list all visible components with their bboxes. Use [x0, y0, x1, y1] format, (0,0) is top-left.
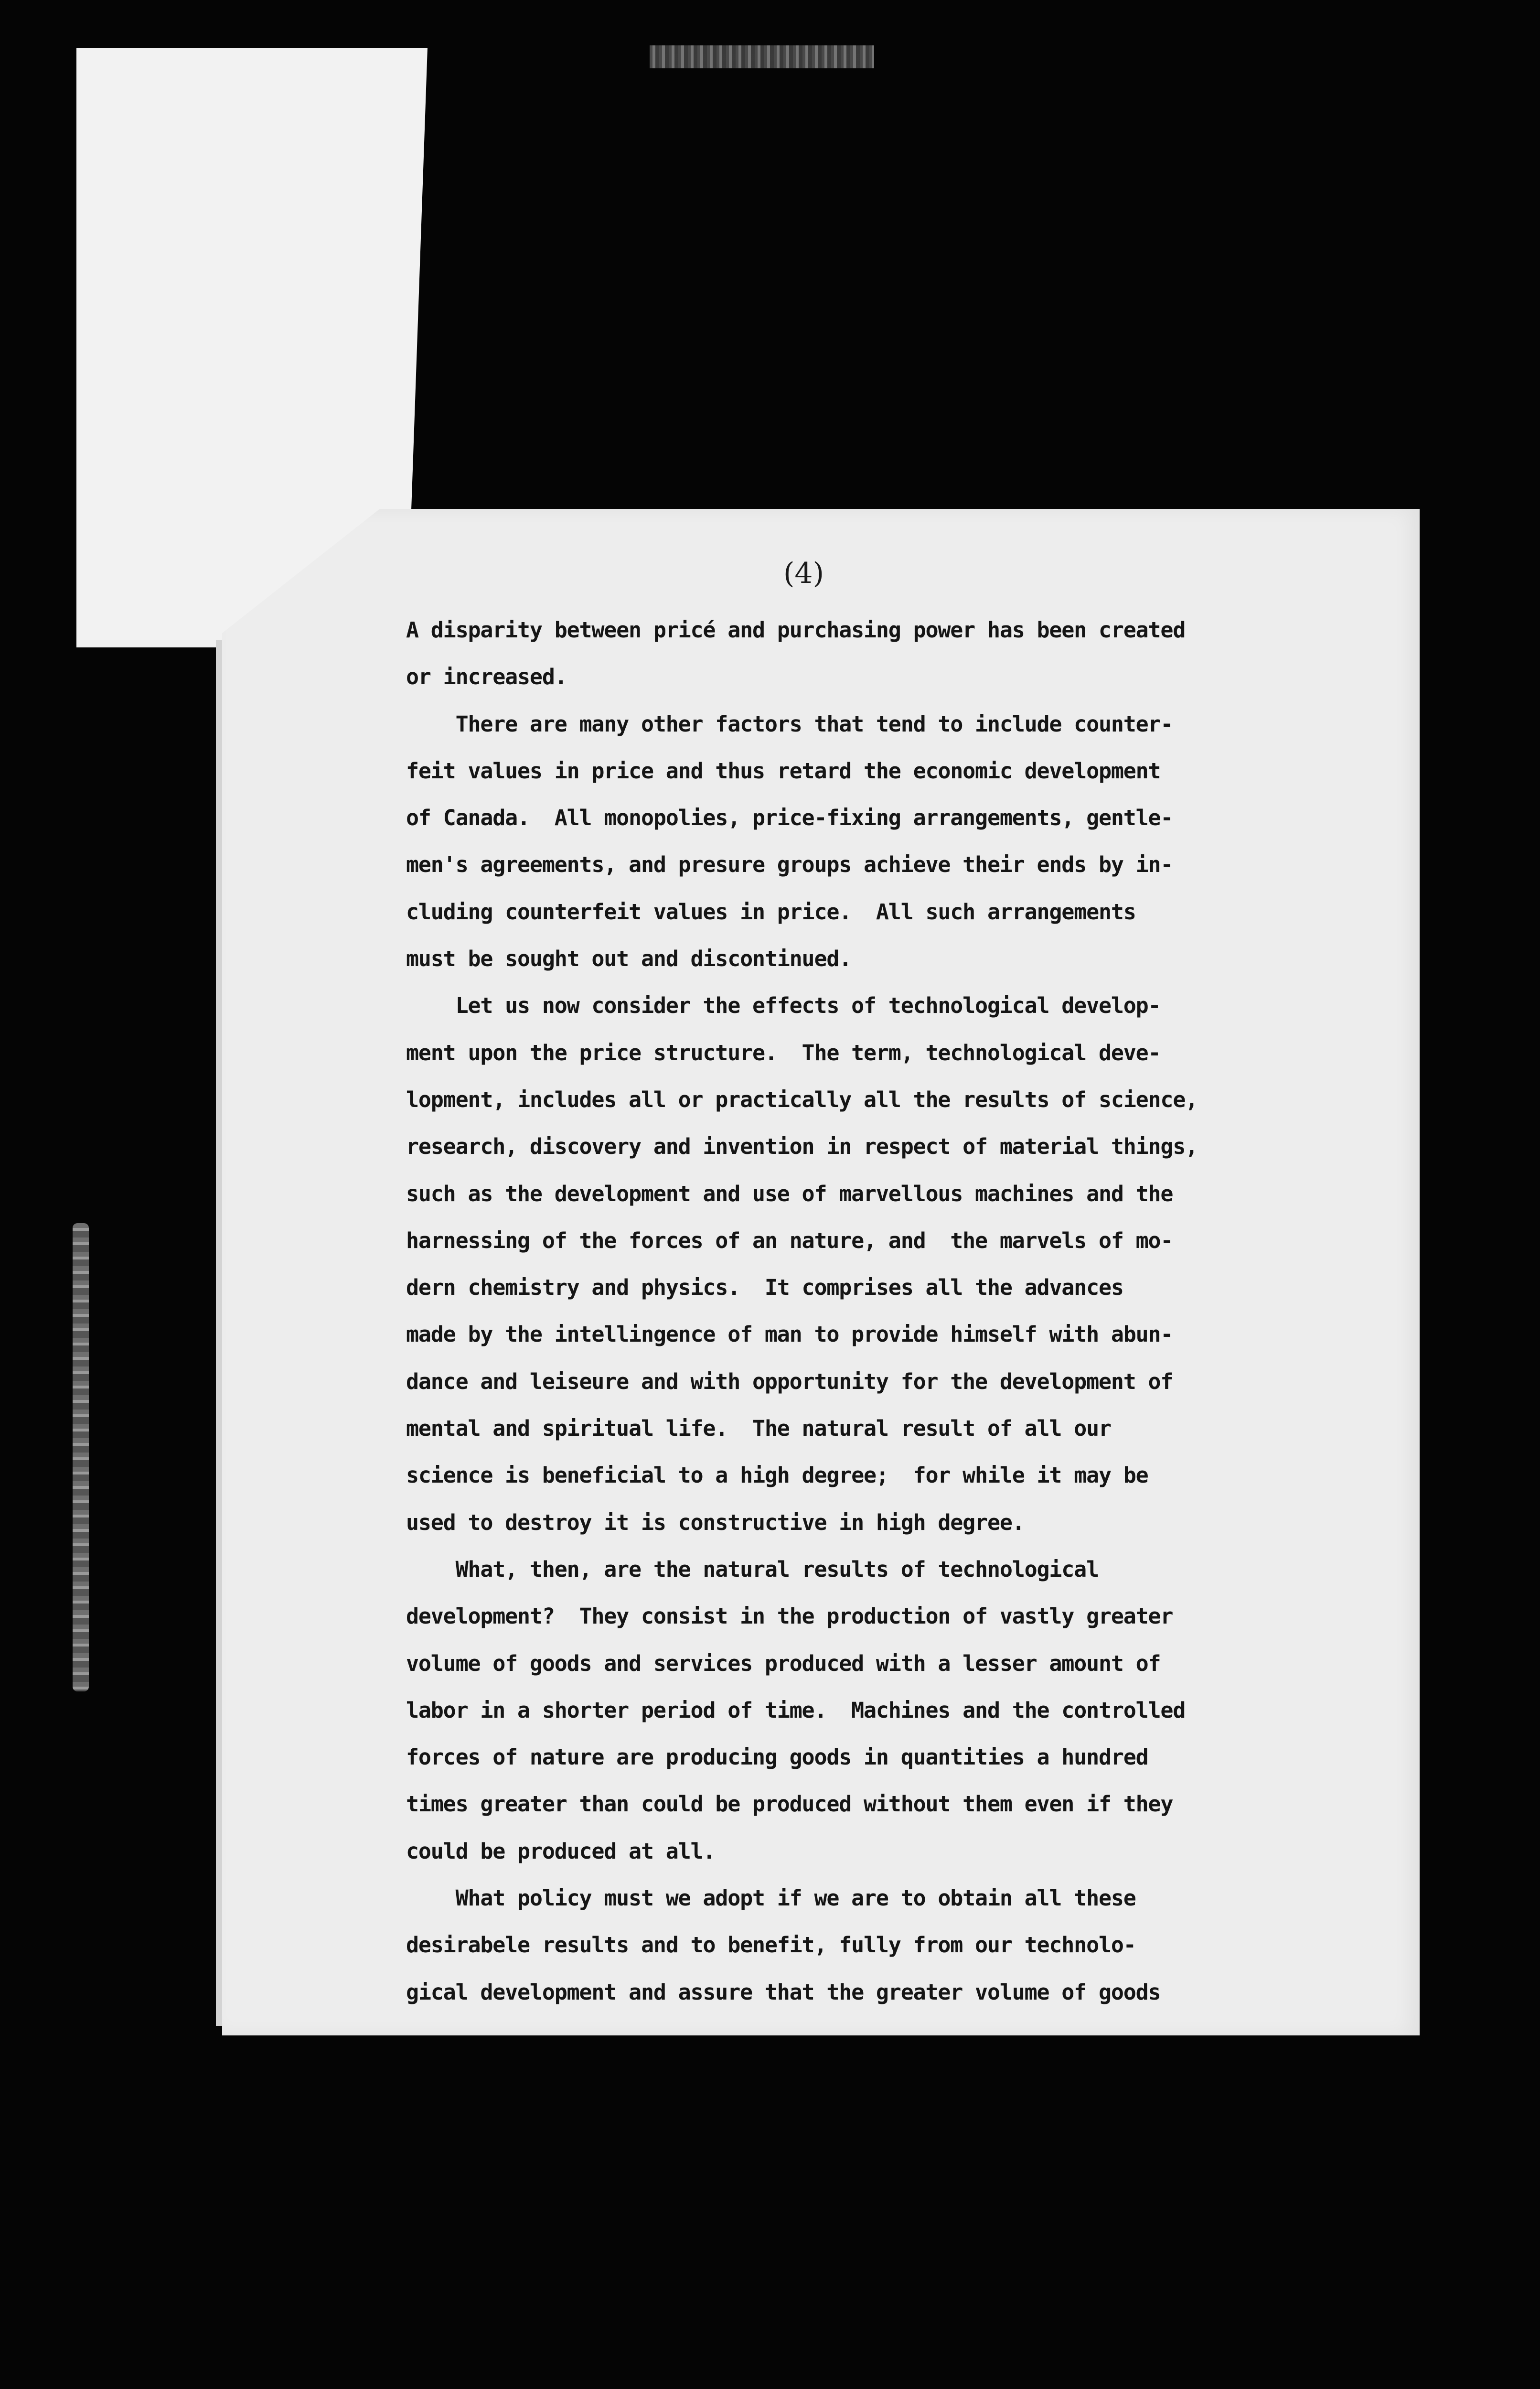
text-line: labor in a shorter period of time. Machines and the controlled: [406, 1697, 1186, 1723]
text-line: must be sought out and discontinued.: [406, 946, 852, 972]
text-line: What policy must we adopt if we are to obtain all these: [406, 1885, 1136, 1911]
text-line: research, discovery and invention in respect of material things,: [406, 1134, 1198, 1160]
text-line: lopment, includes all or practically all the results of science,: [406, 1087, 1198, 1112]
text-line: mental and spiritual life. The natural result of all our: [406, 1416, 1111, 1442]
text-line: dance and leiseure and with opportunity for the development of: [406, 1368, 1173, 1394]
text-line: development? They consist in the production of vastly greater: [406, 1603, 1173, 1629]
text-line: feit values in price and thus retard the economic development: [406, 758, 1161, 784]
text-line: What, then, are the natural results of technological: [406, 1556, 1099, 1582]
text-line: ment upon the price structure. The term, technological deve-: [406, 1040, 1161, 1065]
film-edge-strip: [73, 1223, 89, 1691]
text-line: forces of nature are producing goods in quantities a hundred: [406, 1744, 1148, 1770]
text-line: There are many other factors that tend to include counter-: [406, 711, 1173, 737]
text-line: science is beneficial to a high degree; for while it may be: [406, 1463, 1148, 1488]
text-line: times greater than could be produced without them even if they: [406, 1791, 1173, 1817]
text-line: dern chemistry and physics. It comprises all the advances: [406, 1275, 1123, 1301]
text-line: made by the intellingence of man to provide himself with abun-: [406, 1322, 1173, 1347]
text-line: men's agreements, and presure groups achieve their ends by in-: [406, 852, 1173, 878]
text-line: harnessing of the forces of an nature, and the marvels of mo-: [406, 1227, 1173, 1253]
text-line: Let us now consider the effects of technological develop-: [406, 993, 1161, 1019]
text-line: cluding counterfeit values in price. All such arrangements: [406, 899, 1136, 925]
text-line: such as the development and use of marvellous machines and the: [406, 1181, 1173, 1206]
typed-text-body: [406, 607, 1304, 2016]
text-line: gical development and assure that the greater volume of goods: [406, 1979, 1161, 2005]
text-line: of Canada. All monopolies, price-fixing arrangements, gentle-: [406, 805, 1173, 831]
text-line: desirabele results and to benefit, fully from our technolo-: [406, 1932, 1136, 1958]
text-line: volume of goods and services produced with a lesser amount of: [406, 1650, 1161, 1676]
page-number: (4): [783, 557, 824, 590]
text-line: A disparity between pricé and purchasing power has been created: [406, 617, 1186, 643]
top-clip-strip: [650, 45, 874, 68]
text-line: or increased.: [406, 664, 567, 690]
text-line: could be produced at all.: [406, 1838, 716, 1864]
text-line: used to destroy it is constructive in high degree.: [406, 1509, 1025, 1535]
